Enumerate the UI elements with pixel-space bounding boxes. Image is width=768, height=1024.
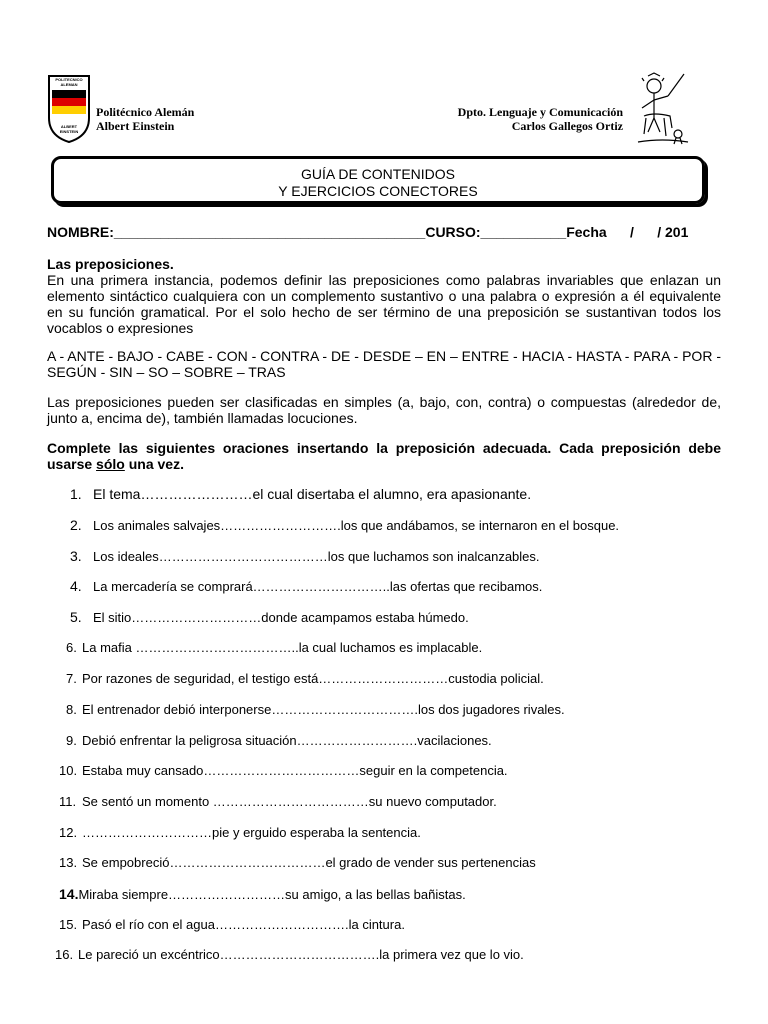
exercise-number: 12.	[59, 825, 78, 840]
exercise-number: 1.	[70, 486, 82, 502]
instruction-text-a: Complete las siguientes oraciones insertando la preposición adecuada. Cada preposición debe usarse	[47, 440, 721, 472]
exercise-16	[55, 947, 524, 962]
exercise-14	[59, 886, 466, 902]
exercise-8	[66, 702, 565, 717]
instruction-emphasis: sólo	[96, 456, 125, 472]
exercise-text: Debió enfrentar la peligrosa situación……………………….vacilaciones.	[82, 733, 492, 748]
exercise-text: …………………………pie y erguido esperaba la sentencia.	[82, 825, 421, 840]
exercise-1	[70, 486, 531, 502]
exercise-number: 7.	[66, 671, 77, 686]
exercise-text: Le pareció un excéntrico……………………………….la primera vez que lo vio.	[78, 947, 524, 962]
exercise-text: Se empobreció………………………………el grado de vender sus pertenencias	[82, 855, 536, 870]
exercise-10	[59, 763, 508, 778]
intro-section	[47, 256, 721, 336]
exercise-number: 14.	[59, 886, 79, 902]
school-line-2: Albert Einstein	[96, 119, 175, 133]
instruction	[47, 440, 721, 472]
exercise-number: 3.	[70, 548, 82, 564]
section-heading: Las preposiciones.	[47, 256, 174, 272]
exercise-text: Los animales salvajes……………………….los que andábamos, se internaron en el bosque.	[93, 518, 620, 533]
exercise-number: 4.	[70, 578, 82, 594]
logo-text-top: POLITECNICO ALEMAN	[55, 77, 83, 87]
exercise-text: El entrenador debió interponerse…………………………….los dos jugadores rivales.	[82, 702, 565, 717]
exercise-6	[66, 640, 482, 655]
exercise-text: El tema……………………el cual disertaba el alumno, era apasionante.	[93, 486, 532, 502]
logo-text-bottom: ALBERT EINSTEIN	[59, 124, 79, 134]
exercise-text: Los ideales…………………………………los que luchamos son inalcanzables.	[93, 549, 540, 564]
exercise-text: El sitio…………………………donde acampamos estaba húmedo.	[93, 610, 469, 625]
exercise-13	[59, 855, 536, 870]
exercise-number: 11.	[59, 794, 77, 809]
exercise-2	[70, 517, 619, 533]
exercise-9	[66, 733, 492, 748]
exercise-4	[70, 578, 542, 594]
quixote-sketch-image	[634, 72, 690, 146]
department-info	[458, 105, 623, 133]
exercise-number: 5.	[70, 609, 82, 625]
student-info-line: NOMBRE:________________________________________CURSO:___________Fecha / / 201	[47, 224, 689, 240]
exercise-11	[59, 794, 497, 809]
exercise-number: 16.	[55, 947, 74, 962]
classification-paragraph: Las preposiciones pueden ser clasificadas en simples (a, bajo, con, contra) o compuestas (alrededor de, junto a, encima de), también llamadas locuciones.	[47, 394, 721, 426]
instruction-text-b: una vez.	[128, 456, 184, 472]
exercise-12	[59, 825, 421, 840]
exercise-text: Miraba siempre………………………su amigo, a las bellas bañistas.	[78, 887, 466, 902]
title-box	[51, 156, 705, 204]
school-logo	[47, 74, 91, 144]
school-name	[96, 105, 194, 133]
exercise-3	[70, 548, 540, 564]
exercise-number: 10.	[59, 763, 78, 778]
exercise-text: La mercadería se comprará…………………………..las ofertas que recibamos.	[93, 579, 543, 594]
dept-line-2: Carlos Gallegos Ortiz	[511, 119, 623, 133]
exercise-number: 6.	[66, 640, 77, 655]
exercise-number: 9.	[66, 733, 77, 748]
preposition-list: A - ANTE - BAJO - CABE - CON - CONTRA - DE - DESDE – EN – ENTRE - HACIA - HASTA - PARA - POR - SEGÚN - SIN – SO – SOBRE – TRAS	[47, 348, 721, 380]
exercise-5	[70, 609, 469, 625]
dept-line-1: Dpto. Lenguaje y Comunicación	[457, 105, 623, 119]
exercise-7	[66, 671, 544, 686]
exercise-number: 2.	[70, 517, 82, 533]
intro-paragraph: En una primera instancia, podemos definir las preposiciones como palabras invariables que enlazan un elemento sintáctico cualquiera con un complemento sustantivo o una palabra o expresión a él equivalente en su función gramatical. Por el solo hecho de ser término de una preposición se sustantivan todos los vocablos o expresiones	[47, 272, 721, 336]
exercise-number: 13.	[59, 855, 78, 870]
exercise-text: Por razones de seguridad, el testigo está…………………………custodia policial.	[82, 671, 544, 686]
exercise-text: Se sentó un momento ………………………………su nuevo computador.	[82, 794, 497, 809]
title-line-1: GUÍA DE CONTENIDOS	[300, 166, 456, 182]
exercise-text: Estaba muy cansado………………………………seguir en la competencia.	[82, 763, 508, 778]
exercise-number: 8.	[66, 702, 77, 717]
title-line-2: Y EJERCICIOS CONECTORES	[278, 183, 478, 199]
exercise-text: Pasó el río con el agua………………………….la cintura.	[82, 917, 405, 932]
exercise-number: 15.	[59, 917, 78, 932]
exercise-15	[59, 917, 405, 932]
school-line-1: Politécnico Alemán	[96, 105, 195, 119]
exercise-text: La mafia ………………………………..la cual luchamos es implacable.	[82, 640, 483, 655]
